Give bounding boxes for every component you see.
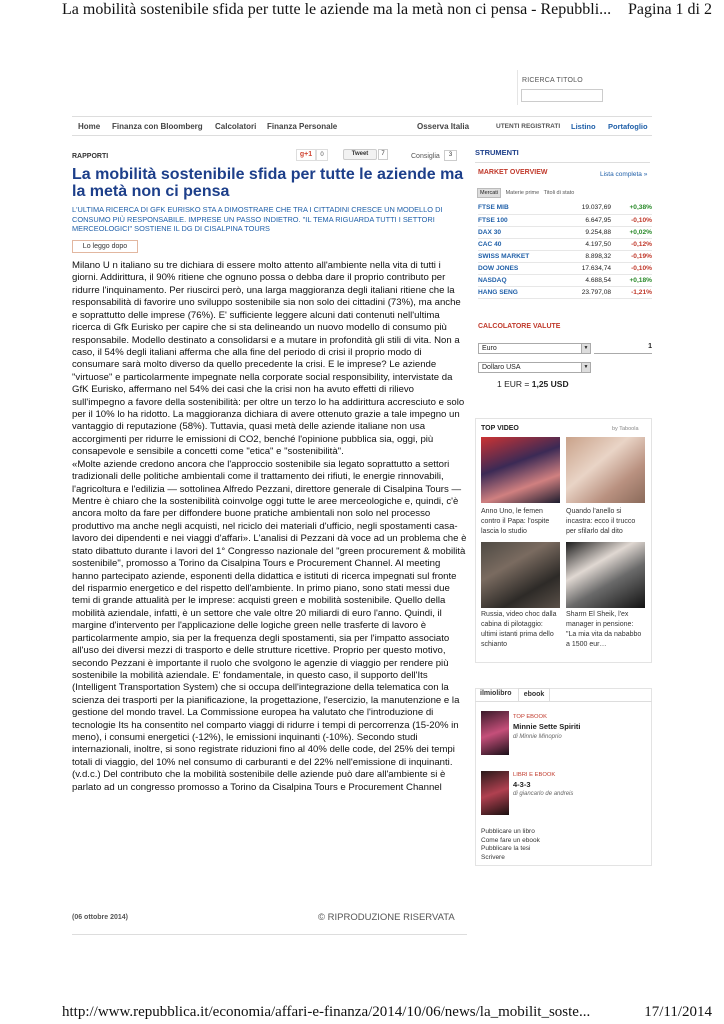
video-thumbnail[interactable] [566,542,645,608]
search-label: RICERCA TITOLO [522,77,583,84]
market-index-name[interactable]: SWISS MARKET [478,250,550,262]
article-date: (06 ottobre 2014) [72,914,129,921]
conversion-result [497,379,569,389]
link-pubblicare-tesi[interactable]: Pubblicare la tesi [481,845,531,853]
conversion-value: 1,25 USD [531,379,569,389]
article-body [72,260,467,794]
market-index-value: 23.797,08 [550,287,611,299]
tools-title: STRUMENTI [475,145,650,163]
market-index-name[interactable]: FTSE MIB [478,202,550,214]
market-index-name[interactable]: HANG SENG [478,287,550,299]
currency-from-select[interactable] [478,343,591,354]
tweet-button[interactable]: Tweet [343,149,377,160]
market-index-value: 9.254,88 [550,226,611,238]
ebook-title[interactable]: Minnie Sette Spiriti [513,722,581,731]
nav-listino[interactable]: Listino [571,122,596,131]
currency-from-value: Euro [482,345,497,352]
conversion-prefix: 1 EUR = [497,379,532,389]
taboola-label: by Taboola [612,426,639,432]
market-index-change: -0,10% [611,214,652,226]
video-caption[interactable]: Russia, video choc dalla cabina di pilotaggio: ultimi istanti prima dello schianto [481,611,557,648]
ebook-category: LIBRI E EBOOK [513,772,556,778]
link-scrivere[interactable]: Scrivere [481,853,505,861]
video-thumbnail[interactable] [481,437,560,503]
chevron-down-icon: ▼ [581,363,590,372]
divider [475,701,652,702]
print-footer [0,1004,724,1024]
currency-to-select[interactable] [478,362,591,373]
tab-materie-prime[interactable]: Materie prime [505,190,540,196]
video-caption[interactable]: Sharm El Sheik, l'ex manager in pensione: "La mia vita da nababbo a 1500 eur… [566,611,642,648]
currency-amount-input[interactable]: 1 [594,343,652,354]
market-tabs [477,190,577,196]
print-page-number: Pagina 1 di 2 [628,1,712,18]
read-later-button[interactable]: Lo leggo dopo [72,240,138,253]
tab-ilmiolibro[interactable]: ilmiolibro [480,690,512,697]
market-index-value: 19.037,69 [550,202,611,214]
market-index-change: -0,10% [611,262,652,274]
consiglia-button[interactable]: Consiglia [411,153,440,160]
ebook-author: di Minnie Minoprio [513,734,562,740]
tab-mercati[interactable]: Mercati [477,188,501,198]
print-url: http://www.repubblica.it/economia/affari-e-finanza/2014/10/06/news/la_mobilit_soste... [62,1004,591,1020]
market-index-value: 4.688,54 [550,275,611,287]
market-table [478,202,652,299]
link-pubblicare-libro[interactable]: Pubblicare un libro [481,828,535,835]
ebook-links [481,828,540,862]
nav-finanza-personale[interactable]: Finanza Personale [267,122,338,131]
nav-calcolatori[interactable]: Calcolatori [215,122,257,131]
article-paragraph: «Molte aziende credono ancora che l'approccio sostenibile sia legato soprattutto a settori tradizionali delle politiche ambientali come il trattamento dei rifiuti, le energie rinnovabili, l'agricoltura e l'edilizia — sottolinea Alfredo Pezzani, direttore generale di Cisalpina Tours — Mentre è chiaro che la sostenibilità coinvolge oggi tutte le aree merceologiche e, quindi, c'è ancora molto da fare per diffondere buone pratiche ambientali non solo nel processo produttivo ma anche negli acquisti, nel riciclo dei materiali d'ufficio, negli spostamenti casa- lavoro dei dipendenti e nei viaggi d'affari». L'analisi di Pezzani dà voce ad un problema che è stato dibattuto durante i lavori del 1° Congresso nazionale del "green procurement & mobilità sostenibile", promosso a Torino da Cisalpina Tours e Procurement Channel. Al meeting hanno partecipato aziende, esponenti della didattica e istituti di ricerca impegnati sul fronte del risparmio energetico e del rispetto dell'ambiente. In primo piano, sono stati messi due temi di grande attualità per le imprese: acquisti green e mobilità sostenibile. Quello della mobilità aziendale, infatti, è un settore che vale oltre 20 miliardi di euro l'anno. Quindi, il margine d'intervento per l'applicazione delle logiche green nelle trasferte di lavoro è particolarmente ampio, sia per la frequenza degli spostamenti, sia per l'impatto associato all'uso dei diversi mezzi di trasporto e delle strutture ricettive. Proprio per questo motivo, secondo Pezzani è importante il ruolo che svolgono le agenzie di viaggio per rendere più sostenibile la mobilità aziendale. E' fondamentale, in questo caso, il supporto dell'Its (Intelligent Transportation System) che si occupa dell'integrazione della telematica con la scienza dei trasporti per la pianificazione, la progettazione, l'esercizio, la manutenzione e la gestione del mondo travel. La Commissione europea ha valutato che l'introduzione di tecnologie Its ha consentito nel comparto viaggi di ridurre i tempi di percorrenza (15-20% in meno), i consumi energetici (-12%), le emissioni inquinanti (-10%). Secondo studi internazionali, inoltre, si sono registrate riduzioni fino al 40% delle code, del 25% dei tempi totali di viaggio, del 10% nel consumo di carburanti e del 22% nell'emissione di inquinanti. (v.d.c.) Del contributo che la mobilità sostenibile delle aziende può dare all'ambiente si è parlato ad un congresso promosso a Torino da Cisalpina Tours e Procurement Channel [72,458,467,793]
book-cover[interactable] [481,711,509,755]
market-index-change: -1,21% [611,287,652,299]
nav-finanza-bloomberg[interactable]: Finanza con Bloomberg [112,122,203,131]
market-overview-title: MARKET OVERVIEW [478,169,548,176]
video-caption[interactable]: Anno Uno, le femen contro il Papa: l'ospite lascia lo studio [481,508,550,535]
consiglia-count: 3 [444,150,457,161]
section-label: RAPPORTI [72,153,109,160]
market-index-change: +0,02% [611,226,652,238]
market-full-list-link[interactable]: Lista completa » [600,171,648,178]
market-row[interactable] [478,250,652,262]
gplus-count: 0 [316,149,328,161]
top-video-title: TOP VIDEO [481,425,519,432]
market-index-change: -0,19% [611,250,652,262]
print-title: La mobilità sostenibile sfida per tutte le aziende ma la metà non ci pensa - Repubbli... [62,1,612,18]
market-index-value: 4.197,50 [550,238,611,250]
market-index-change: +0,18% [611,275,652,287]
nav-portafoglio[interactable]: Portafoglio [608,122,648,131]
market-row[interactable] [478,275,652,287]
tab-titoli-stato[interactable]: Titoli di stato [543,190,575,196]
article-paragraph: Milano U n italiano su tre dichiara di essere molto attento all'ambiente nella vita di tutti i giorni. Addirittura, il 90% ritiene che ognuno possa o debba dare il proprio contributo per ridurre l'inquinamento. Per riuscirci però, una larga maggioranza degli italiani ritiene che la responsabilità di favorire uno sviluppo sostenibile sia non solo dei cittadini (73%), ma anche e soprattutto delle imprese (76%). E' sufficiente leggere alcuni dati contenuti nell'ultima ricerca di Gfk Eurisko per capire che si sta delineando un nuovo modello di consumo più responsabile. Modello destinato a consolidarsi e a mutare in profondità gli stili di vita. Non a caso, il 54% degli italiani afferma che alla fine del periodo di crisi il proprio modo di consumare sarà molto diverso da quello precedente la crisi. E le imprese? Le aziende "virtuose" e particolarmente impegnate nella corporate social responsibility, intervistate da GfK Eurisko, affermano nel 54% dei casi che la crisi non ha avuto effetti di rilievo sull'impegno a favore della sostenibilità: per oltre un terzo lo ha addirittura accresciuto e solo per il 10% lo ha ridotto. La maggioranza dichiara di avere ottenuto grazie a tale impegno un vantaggio di reputazione (58%). Tuttavia, quasi metà delle aziende italiane non usa accorgimenti per ridurre le emissioni di CO2, benché l'opinione pubblica sia, oggi, più consapevole e sensibile a concetti come "etica" e "sostenibilità". [72,260,465,458]
currency-to-value: Dollaro USA [482,364,521,371]
chevron-down-icon: ▼ [581,344,590,353]
divider [72,934,467,935]
market-index-name[interactable]: FTSE 100 [478,214,550,226]
article-headline: La mobilità sostenibile sfida per tutte le aziende ma la metà non ci pensa [72,166,464,200]
tab-ebook[interactable]: ebook [518,688,550,701]
ebook-category: TOP EBOOK [513,714,547,720]
market-index-value: 8.898,32 [550,250,611,262]
search-input[interactable] [521,89,603,102]
ebook-title[interactable]: 4-3-3 [513,780,531,789]
video-thumbnail[interactable] [566,437,645,503]
market-row[interactable] [478,238,652,250]
ebook-author: di giancarlo de andreis [513,791,574,797]
article-summary: L'ULTIMA RICERCA DI GFK EURISKO STA A DIMOSTRARE CHE TRA I CITTADINI CRESCE UN MODELLO DI CONSUMO PIÙ RESPONSABILE. IMPRESE UN PASSO INDIETRO. "IL TEMA RIGUARDA TUTTI I SETTORI MERCEOLOGICI" SOSTIENE IL DG DI CISALPINA TOURS [72,205,443,234]
nav-home[interactable]: Home [78,122,101,131]
market-index-change: +0,38% [611,202,652,214]
video-thumbnail[interactable] [481,542,560,608]
print-header [0,0,724,22]
market-row[interactable] [478,262,652,274]
market-index-name[interactable]: CAC 40 [478,238,550,250]
video-caption[interactable]: Quando l'anello si incastra: ecco il trucco per sfilarlo dal dito [566,508,636,535]
market-index-name[interactable]: DOW JONES [478,262,550,274]
nav-osserva-italia[interactable]: Osserva Italia [417,122,470,131]
main-nav [72,116,652,136]
book-cover[interactable] [481,771,509,815]
link-come-fare-ebook[interactable]: Come fare un ebook [481,836,540,844]
market-index-change: -0,12% [611,238,652,250]
market-row[interactable] [478,202,652,214]
market-index-value: 17.634,74 [550,262,611,274]
rights-notice: © RIPRODUZIONE RISERVATA [318,912,455,923]
gplus-button[interactable]: g+1 [296,149,316,161]
currency-calculator-title: CALCOLATORE VALUTE [478,323,561,330]
nav-registered-users[interactable]: UTENTI REGISTRATI [496,123,561,130]
market-row[interactable] [478,226,652,238]
tweet-count: 7 [378,149,388,160]
market-index-name[interactable]: DAX 30 [478,226,550,238]
market-index-value: 6.647,95 [550,214,611,226]
market-index-name[interactable]: NASDAQ [478,275,550,287]
print-date: 17/11/2014 [644,1004,712,1020]
market-row[interactable] [478,287,652,299]
market-row[interactable] [478,214,652,226]
